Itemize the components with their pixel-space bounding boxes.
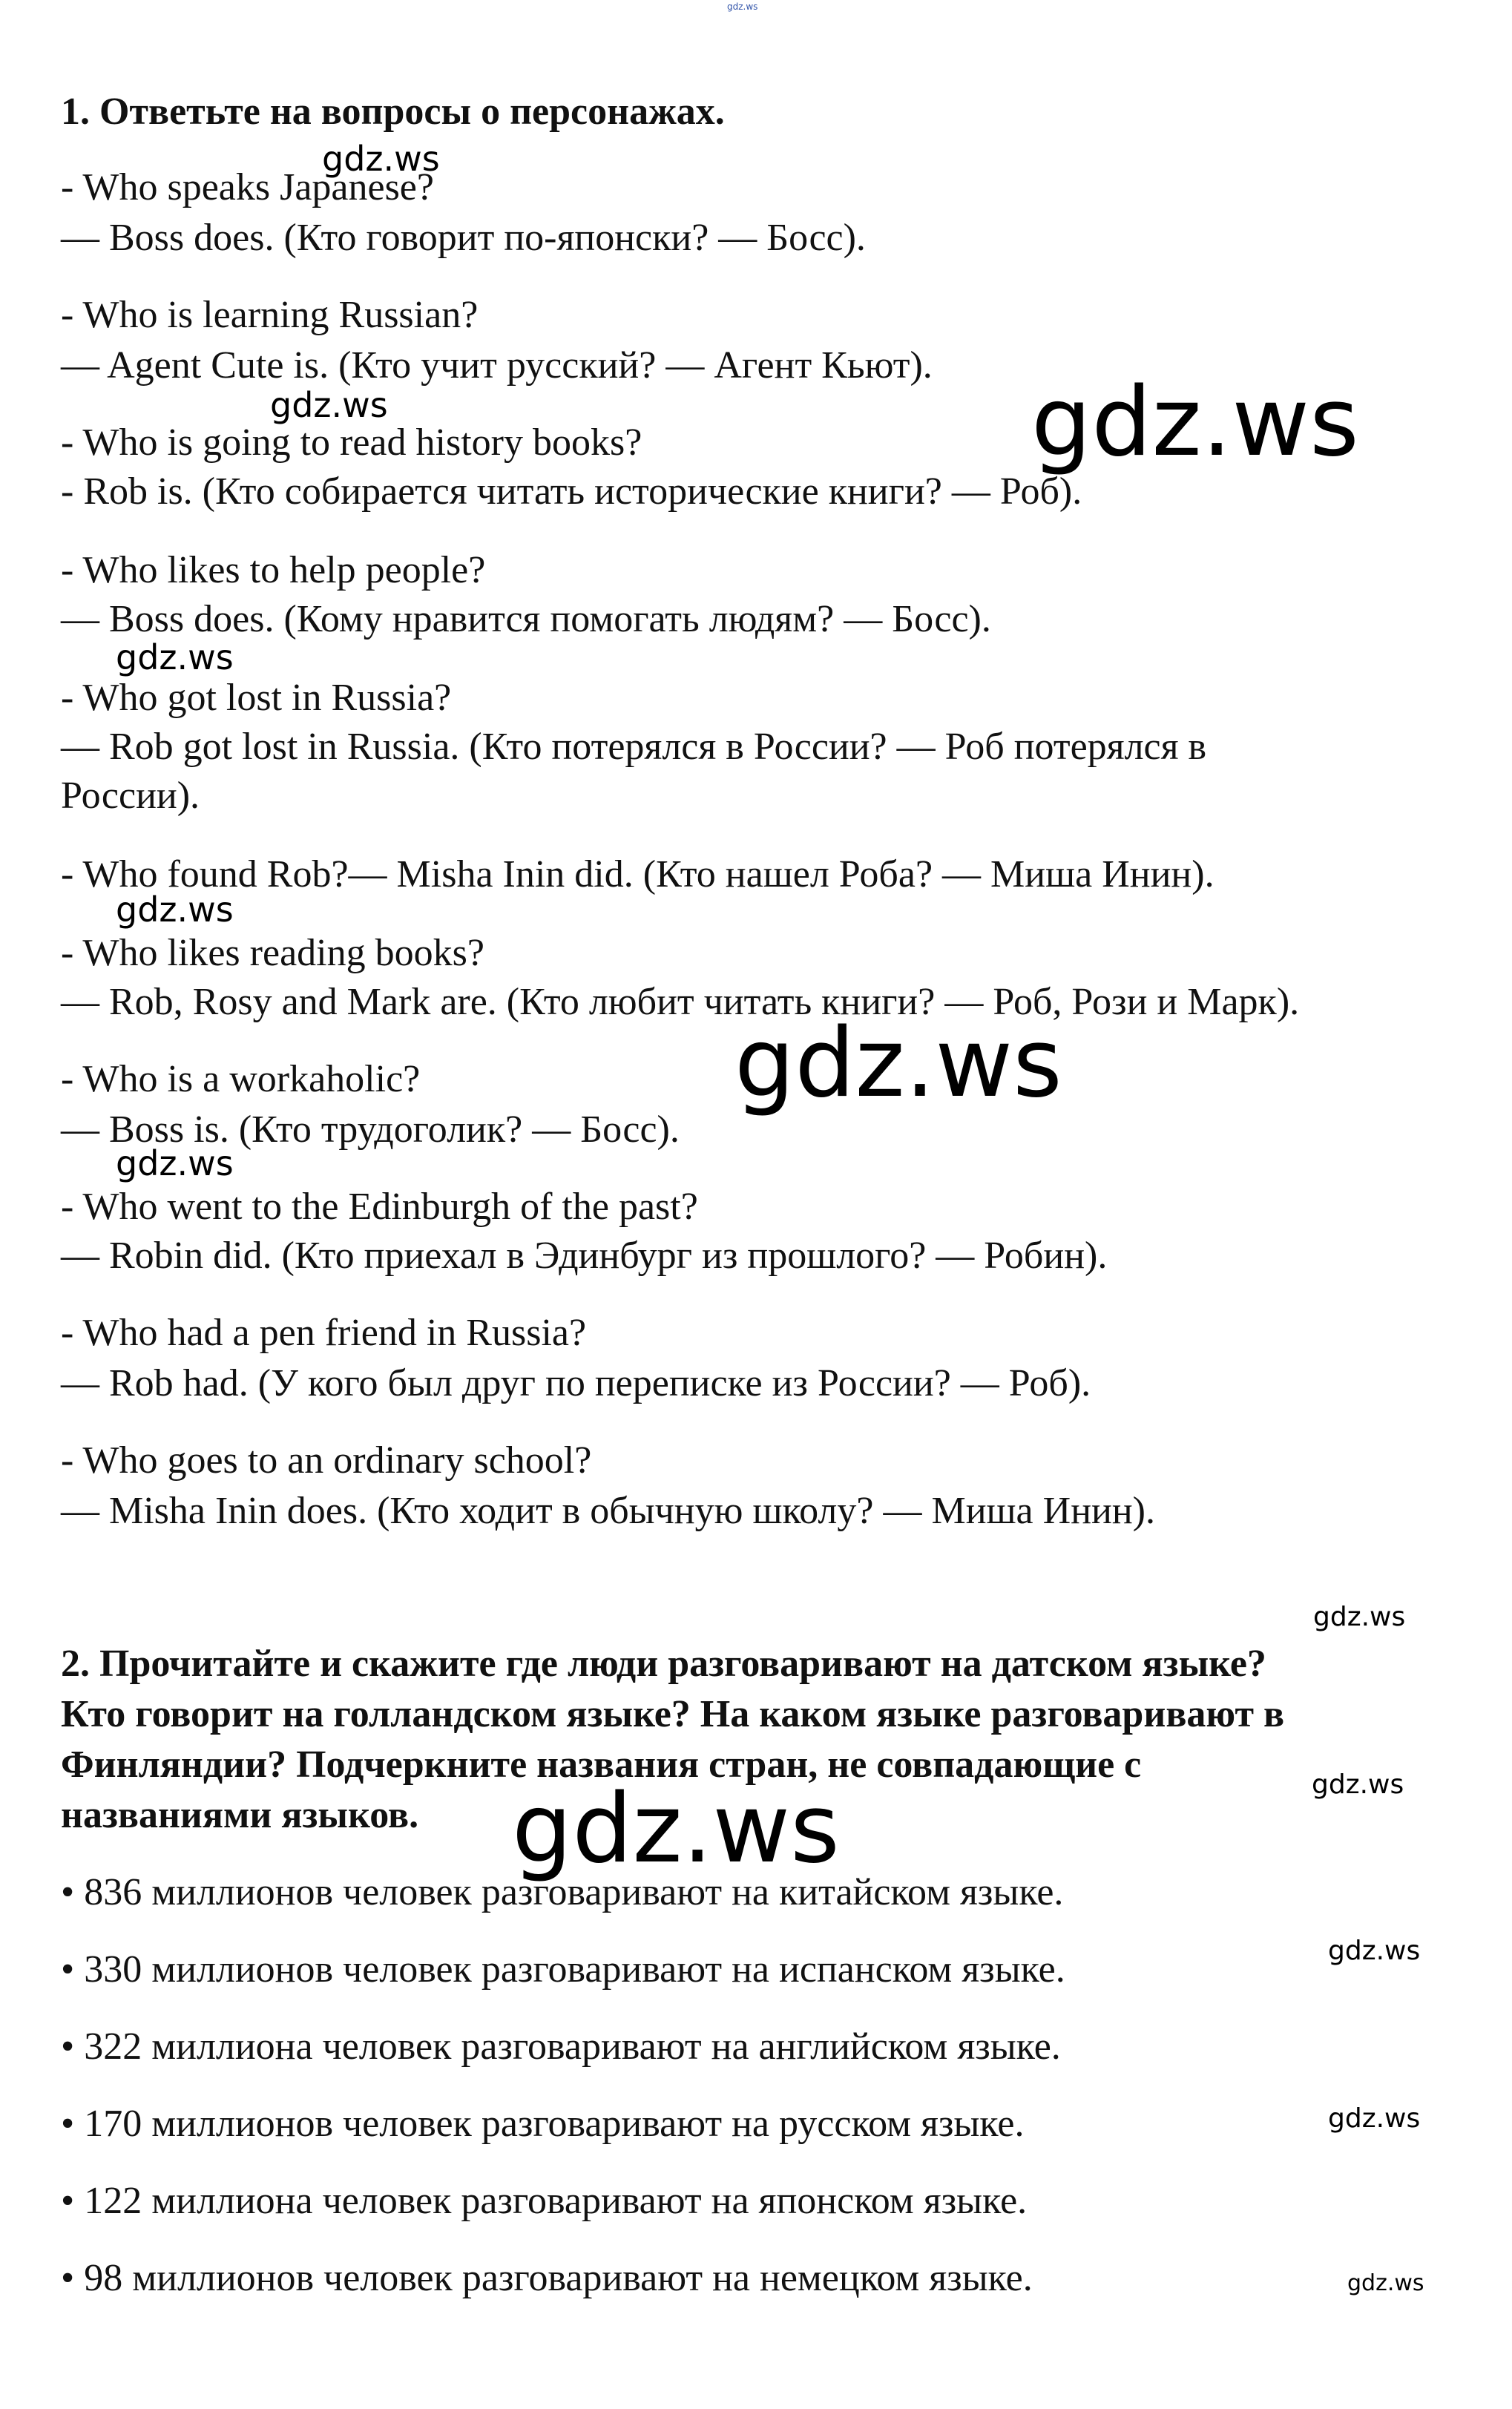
answer-line: — Robin did. (Кто приехал в Эдинбург из прошлого? — Робин). [61,1235,1108,1277]
question-line: - Who likes reading books? [61,932,484,974]
question-line: - Who likes to help people? [61,549,486,591]
section2-heading-line: Кто говорит на голландском языке? На каком языке разговаривают в [61,1693,1285,1735]
bullet-item: • 836 миллионов человек разговаривают на китайском языке. [61,1871,1064,1913]
question-answer-line: - Who found Rob?— Misha Inin did. (Кто нашел Роба? — Миша Инин). [61,853,1214,895]
answer-line-continued: России). [61,775,200,817]
watermark: gdz.ws [116,637,234,677]
watermark-large: gdz.ws [734,1008,1062,1119]
bullet-item: • 170 миллионов человек разговаривают на русском языке. [61,2103,1025,2145]
bullet-item: • 330 миллионов человек разговаривают на испанском языке. [61,1948,1065,1991]
watermark: gdz.ws [1313,1602,1406,1632]
answer-line: — Rob got lost in Russia. (Кто потерялся в России? — Роб потерялся в [61,726,1207,768]
answer-line: — Boss does. (Кому нравится помогать людям? — Босс). [61,598,991,640]
answer-line: — Boss is. (Кто трудоголик? — Босс). [61,1108,680,1151]
section2-heading-line: 2. Прочитайте и скажите где люди разговаривают на датском языке? [61,1643,1266,1685]
watermark: gdz.ws [116,1143,234,1183]
answer-line: — Misha Inin does. (Кто ходит в обычную школу? — Миша Инин). [61,1490,1155,1532]
bullet-item: • 322 миллиона человек разговаривают на английском языке. [61,2025,1061,2068]
bullet-item: • 122 миллиона человек разговаривают на японском языке. [61,2180,1028,2222]
question-line: - Who speaks Japanese? [61,166,434,208]
section2-heading-line: Финляндии? Подчеркните названия стран, не совпадающие с [61,1744,1142,1786]
question-line: - Who had a pen friend in Russia? [61,1312,587,1354]
answer-line: — Rob had. (У кого был друг по переписке из России? — Роб). [61,1362,1091,1404]
watermark-large: gdz.ws [512,1774,840,1884]
answer-line: — Agent Cute is. (Кто учит русский? — Агент Кьют). [61,344,933,387]
watermark: gdz.ws [1312,1769,1404,1800]
answer-line: - Rob is. (Кто собирается читать исторические книги? — Роб). [61,470,1082,513]
question-line: - Who went to the Edinburgh of the past? [61,1186,698,1228]
answer-line: — Boss does. (Кто говорит по-японски? — Босс). [61,217,866,259]
answer-line: — Rob, Rosy and Mark are. (Кто любит читать книги? — Роб, Рози и Марк). [61,981,1300,1023]
question-line: - Who got lost in Russia? [61,677,452,719]
question-line: - Who goes to an ordinary school? [61,1439,592,1482]
bullet-item: • 98 миллионов человек разговаривают на немецком языке. [61,2257,1033,2299]
watermark: gdz.ws [322,139,440,179]
watermark: gdz.ws [1347,2270,1424,2296]
question-line: - Who is going to read history books? [61,421,642,464]
watermark: gdz.ws [270,385,388,425]
question-line: - Who is learning Russian? [61,294,479,336]
question-line: - Who is a workaholic? [61,1058,421,1100]
watermark-large: gdz.ws [1031,367,1359,478]
section2-heading-line: названиями языков. [61,1794,419,1836]
watermark: gdz.ws [1328,1936,1421,1966]
section1-heading: 1. Ответьте на вопросы о персонажах. [61,91,725,133]
watermark: gdz.ws [1328,2103,1421,2134]
watermark: gdz.ws [116,890,234,930]
watermark-top: gdz.ws [727,1,758,12]
